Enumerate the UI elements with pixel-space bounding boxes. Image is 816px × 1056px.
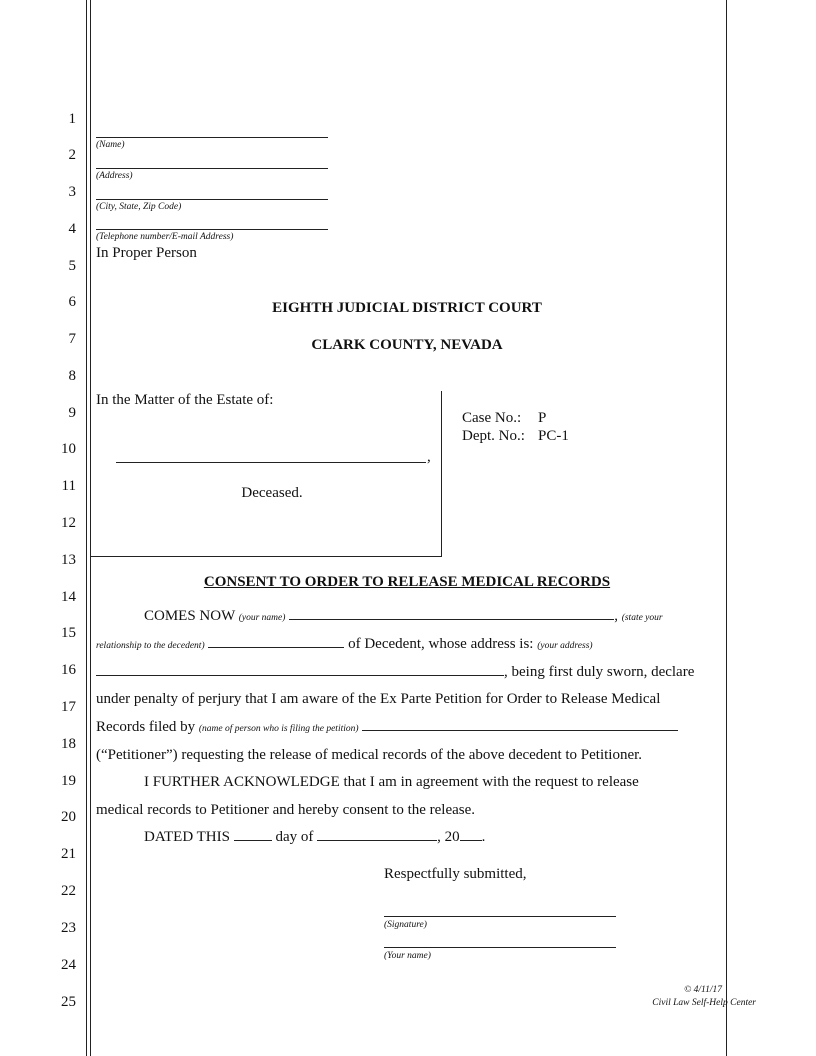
dept-number-value: PC-1 [538,428,569,444]
dated-this-text: DATED THIS [144,829,230,845]
line-number: 13 [61,552,76,568]
respectfully-submitted: Respectfully submitted, [384,866,527,882]
year-prefix: , 20 [437,829,460,845]
line-number: 9 [68,405,76,421]
line-number: 11 [61,478,76,494]
line-number: 18 [61,736,76,752]
your-name-label: (Your name) [384,951,431,961]
line-number: 22 [61,883,76,899]
line-number: 4 [68,221,76,237]
signature-label: (Signature) [384,920,427,930]
body-relationship-line [96,635,593,655]
body-comes-now: COMES NOW (your name) , (state your [144,608,663,624]
deceased-label: Deceased. [241,485,303,501]
matter-of-estate: In the Matter of the Estate of: [96,392,274,408]
line-number: 15 [61,625,76,641]
relationship-blank [208,647,344,648]
right-margin-rule [726,0,727,1056]
period: . [481,829,486,845]
line-number: 14 [61,589,76,605]
caption-divider [441,391,442,556]
your-name-blank [289,619,614,620]
line-number: 12 [61,515,76,531]
records-filed-text: Records filed by [96,719,196,735]
footer-center: Civil Law Self-Help Center [652,998,756,1008]
body-acknowledge-line: I FURTHER ACKNOWLEDGE that I am in agreement with the request to release [144,774,639,790]
decedent-name-line [116,462,426,463]
sworn-text: , being first duly sworn, declare [504,664,695,680]
your-name-line [384,947,616,948]
year-blank [460,840,482,841]
line-number: 6 [68,294,76,310]
line-number: 7 [68,331,76,347]
line-number: 5 [68,258,76,274]
line-number: 10 [61,441,76,457]
body-petitioner-line: (“Petitioner”) requesting the release of medical records of the above decedent to Petitioner. [96,747,643,763]
footer-copyright: © 4/11/17 [684,985,722,995]
proper-person: In Proper Person [96,245,197,261]
court-county: CLARK COUNTY, NEVADA [311,337,503,353]
line-number: 3 [68,184,76,200]
body-perjury-line: under penalty of perjury that I am aware of the Ex Parte Petition for Order to Release Medical [96,691,661,707]
dept-number-label: Dept. No.: [462,428,525,444]
address-line [96,168,328,169]
name-line [96,137,328,138]
left-margin-rule [90,0,91,1056]
line-number: 23 [61,920,76,936]
document-title: CONSENT TO ORDER TO RELEASE MEDICAL RECORDS [203,574,611,590]
case-number-value: P [538,410,547,426]
state-relationship-hint: (state your [621,613,663,623]
address-blank [96,675,504,676]
of-decedent-text: of Decedent, whose address is: [348,636,534,652]
petitioner-blank [362,730,678,731]
line-number: 20 [61,809,76,825]
city-label: (City, State, Zip Code) [96,202,182,212]
line-number: 19 [61,773,76,789]
name-label: (Name) [96,140,125,150]
body-consent-line: medical records to Petitioner and hereby consent to the release. [96,802,476,818]
body-address-line [96,663,694,681]
month-blank [317,840,437,841]
day-of-text: day of [275,829,314,845]
line-number: 17 [61,699,76,715]
line-number: 1 [68,111,76,127]
line-number: 2 [68,147,76,163]
line-number: 21 [61,846,76,862]
your-address-hint: (your address) [537,641,593,651]
line-number: 8 [68,368,76,384]
city-line [96,199,328,200]
comes-now-text: COMES NOW [144,608,235,624]
relationship-hint: relationship to the decedent) [96,641,205,651]
body-records-line [96,718,678,738]
line-number: 16 [61,662,76,678]
petitioner-hint: (name of person who is filing the petition) [198,724,359,734]
line-number: 25 [61,994,76,1010]
dept-number [462,427,569,445]
day-blank [234,840,272,841]
phone-label: (Telephone number/E-mail Address) [96,232,234,242]
decedent-comma: , [427,449,431,465]
caption-bottom-rule [91,556,442,557]
body-dated-line [144,828,485,846]
your-name-hint: (your name) [238,613,286,623]
left-margin-rule [86,0,87,1056]
case-number-label: Case No.: [462,410,522,426]
address-label: (Address) [96,171,133,181]
case-number [462,409,546,427]
signature-line [384,916,616,917]
phone-line [96,229,328,230]
court-name: EIGHTH JUDICIAL DISTRICT COURT [272,300,542,316]
line-number: 24 [61,957,76,973]
